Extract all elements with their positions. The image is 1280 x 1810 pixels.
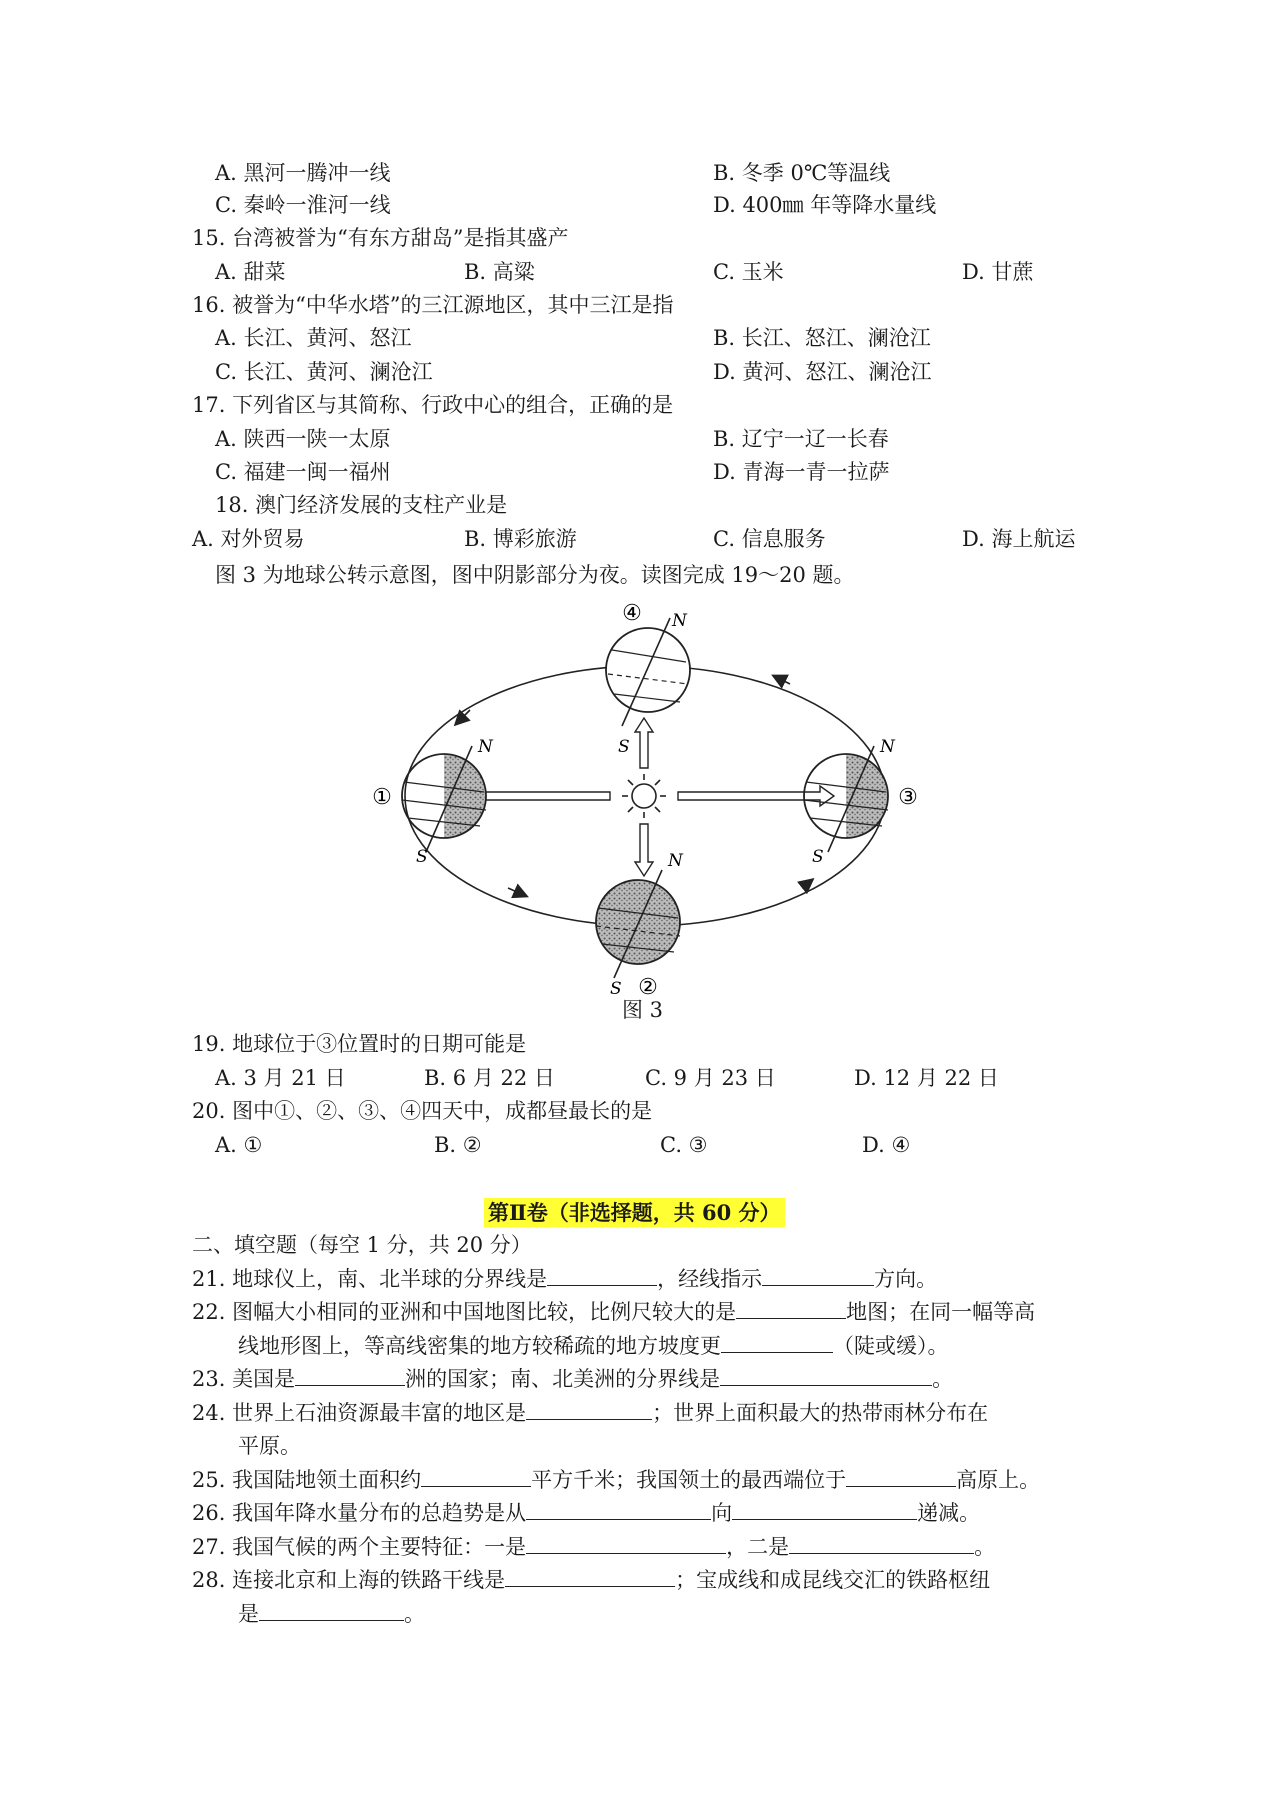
q24-text-2: ；世界上面积最大的热带雨林分布在 — [652, 1401, 989, 1425]
q20-option-c: C. ③ — [660, 1133, 708, 1157]
q16-option-a: A. 长江、黄河、怒江 — [215, 326, 412, 350]
earth-position-2 — [596, 870, 680, 978]
q19-option-c: C. 9 月 23 日 — [645, 1066, 776, 1090]
q22-text-2: 地图；在同一幅等高 — [846, 1300, 1036, 1324]
q25-text-2: 平方千米；我国领土的最西端位于 — [531, 1468, 847, 1492]
q27-line — [192, 1532, 995, 1562]
q20-option-b: B. ② — [434, 1133, 482, 1157]
position-label-2: ② — [638, 975, 658, 1000]
q17-stem: 17. 下列省区与其简称、行政中心的组合，正确的是 — [192, 393, 674, 417]
q18-option-a: A. 对外贸易 — [192, 527, 305, 551]
q24-text-1: 24. 世界上石油资源最丰富的地区是 — [192, 1401, 527, 1425]
q20-stem: 20. 图中①、②、③、④四天中，成都昼最长的是 — [192, 1099, 653, 1123]
q22-blank-2[interactable] — [721, 1332, 833, 1353]
q15-option-a: A. 甜菜 — [215, 260, 286, 284]
q17-option-d: D. 青海一青一拉萨 — [713, 460, 890, 484]
q22-line-1 — [192, 1297, 1035, 1327]
q16-option-c: C. 长江、黄河、澜沧江 — [215, 360, 433, 384]
q17-option-a: A. 陕西一陕一太原 — [215, 427, 391, 451]
q18-option-c: C. 信息服务 — [713, 527, 826, 551]
north-label-4: N — [672, 611, 687, 631]
q19-option-d: D. 12 月 22 日 — [854, 1066, 999, 1090]
fill-section-heading: 二、填空题（每空 1 分，共 20 分） — [192, 1233, 532, 1257]
q26-text-1: 26. 我国年降水量分布的总趋势是从 — [192, 1501, 527, 1525]
q28-text-4: 。 — [404, 1602, 425, 1626]
q14-option-b: B. 冬季 0℃等温线 — [713, 161, 891, 185]
q27-text-3: 。 — [974, 1535, 996, 1559]
q19-option-a: A. 3 月 21 日 — [215, 1066, 346, 1090]
q26-text-3: 递减。 — [917, 1501, 981, 1525]
q23-text-3: 。 — [932, 1367, 954, 1391]
q16-stem: 16. 被誉为“中华水塔”的三江源地区，其中三江是指 — [192, 293, 674, 317]
q27-text-2: ，二是 — [726, 1535, 790, 1559]
q23-text-2: 洲的国家；南、北美洲的分界线是 — [405, 1367, 721, 1391]
north-label-2: N — [668, 851, 683, 871]
figure-intro: 图 3 为地球公转示意图，图中阴影部分为夜。读图完成 19～20 题。 — [215, 563, 855, 587]
q25-text-1: 25. 我国陆地领土面积约 — [192, 1468, 422, 1492]
south-label-2: S — [610, 979, 622, 999]
q25-text-3: 高原上。 — [956, 1468, 1041, 1492]
q25-blank-1[interactable] — [421, 1466, 531, 1487]
south-label-1: S — [416, 847, 428, 867]
q24-line-1 — [192, 1398, 988, 1428]
q24-blank-1[interactable] — [526, 1399, 652, 1420]
q27-blank-1[interactable] — [526, 1533, 726, 1554]
q15-option-d: D. 甘蔗 — [962, 260, 1034, 284]
q17-option-b: B. 辽宁一辽一长春 — [713, 427, 889, 451]
sunlight-arrow-right — [678, 786, 834, 806]
q23-blank-2[interactable] — [720, 1365, 932, 1386]
q15-option-c: C. 玉米 — [713, 260, 784, 284]
earth-position-1 — [402, 746, 486, 852]
q26-text-2: 向 — [711, 1501, 733, 1525]
q26-blank-1[interactable] — [526, 1499, 711, 1520]
q22-blank-1[interactable] — [736, 1298, 846, 1319]
earth-position-4 — [606, 618, 690, 726]
q22-text-1: 22. 图幅大小相同的亚洲和中国地图比较，比例尺较大的是 — [192, 1300, 737, 1324]
north-label-3: N — [880, 737, 895, 757]
q14-option-d: D. 400㎜ 年等降水量线 — [713, 193, 937, 217]
sunlight-arrow-down — [635, 824, 653, 876]
q19-option-b: B. 6 月 22 日 — [424, 1066, 555, 1090]
q16-option-b: B. 长江、怒江、澜沧江 — [713, 326, 931, 350]
position-label-1: ① — [372, 785, 392, 810]
south-label-3: S — [812, 847, 824, 867]
sunlight-arrow-up — [635, 718, 653, 768]
q28-text-3: 是 — [238, 1602, 259, 1626]
q24-text-3: 平原。 — [238, 1434, 301, 1458]
q14-option-c: C. 秦岭一淮河一线 — [215, 193, 391, 217]
q20-option-a: A. ① — [215, 1133, 263, 1157]
q18-option-b: B. 博彩旅游 — [464, 527, 577, 551]
q18-option-d: D. 海上航运 — [962, 527, 1076, 551]
q21-text-3: 方向。 — [874, 1267, 938, 1291]
q22-text-3: 线地形图上，等高线密集的地方较稀疏的地方坡度更 — [238, 1334, 721, 1358]
q17-option-c: C. 福建一闽一福州 — [215, 460, 391, 484]
orbit-arrow-3 — [802, 880, 812, 888]
sun-icon — [622, 774, 666, 818]
q21-text-2: ，经线指示 — [657, 1267, 763, 1291]
q26-line — [192, 1498, 980, 1528]
position-label-4: ④ — [622, 601, 642, 626]
q22-line-2 — [238, 1331, 949, 1361]
q15-stem: 15. 台湾被誉为“有东方甜岛”是指其盛产 — [192, 226, 569, 250]
q19-stem: 19. 地球位于③位置时的日期可能是 — [192, 1032, 527, 1056]
figure-caption: 图 3 — [622, 998, 664, 1022]
q15-option-b: B. 高粱 — [464, 260, 535, 284]
q28-line-1 — [192, 1565, 990, 1595]
q18-stem: 18. 澳门经济发展的支柱产业是 — [215, 493, 508, 517]
q28-text-2: ；宝成线和成昆线交汇的铁路枢纽 — [675, 1568, 991, 1592]
q25-blank-2[interactable] — [846, 1466, 956, 1487]
part2-title: 第Ⅱ卷（非选择题，共 60 分） — [484, 1198, 785, 1227]
q28-blank-2[interactable] — [259, 1600, 404, 1621]
q16-option-d: D. 黄河、怒江、澜沧江 — [713, 360, 932, 384]
position-label-3: ③ — [898, 785, 918, 810]
south-label-4: S — [618, 737, 630, 757]
q27-blank-2[interactable] — [789, 1533, 974, 1554]
q27-text-1: 27. 我国气候的两个主要特征：一是 — [192, 1535, 527, 1559]
q23-blank-1[interactable] — [295, 1365, 405, 1386]
q28-line-2 — [238, 1599, 425, 1629]
q25-line — [192, 1465, 1040, 1495]
q23-text-1: 23. 美国是 — [192, 1367, 296, 1391]
q28-text-1: 28. 连接北京和上海的铁路干线是 — [192, 1568, 506, 1592]
q21-blank-1[interactable] — [547, 1265, 657, 1286]
q21-blank-2[interactable] — [762, 1265, 874, 1286]
q21-line — [192, 1264, 937, 1294]
q23-line — [192, 1364, 953, 1394]
q22-text-4: （陡或缓）。 — [833, 1334, 949, 1358]
q24-line-2 — [238, 1431, 301, 1461]
north-label-1: N — [478, 737, 493, 757]
q26-blank-2[interactable] — [732, 1499, 917, 1520]
q20-option-d: D. ④ — [862, 1133, 911, 1157]
orbit-arrow-2 — [508, 888, 526, 896]
orbit-arrow-4 — [774, 676, 790, 684]
q14-option-a: A. 黑河一腾冲一线 — [215, 161, 391, 185]
earth-revolution-diagram — [360, 600, 920, 1000]
q21-text-1: 21. 地球仪上，南、北半球的分界线是 — [192, 1267, 548, 1291]
q28-blank-1[interactable] — [505, 1566, 675, 1587]
